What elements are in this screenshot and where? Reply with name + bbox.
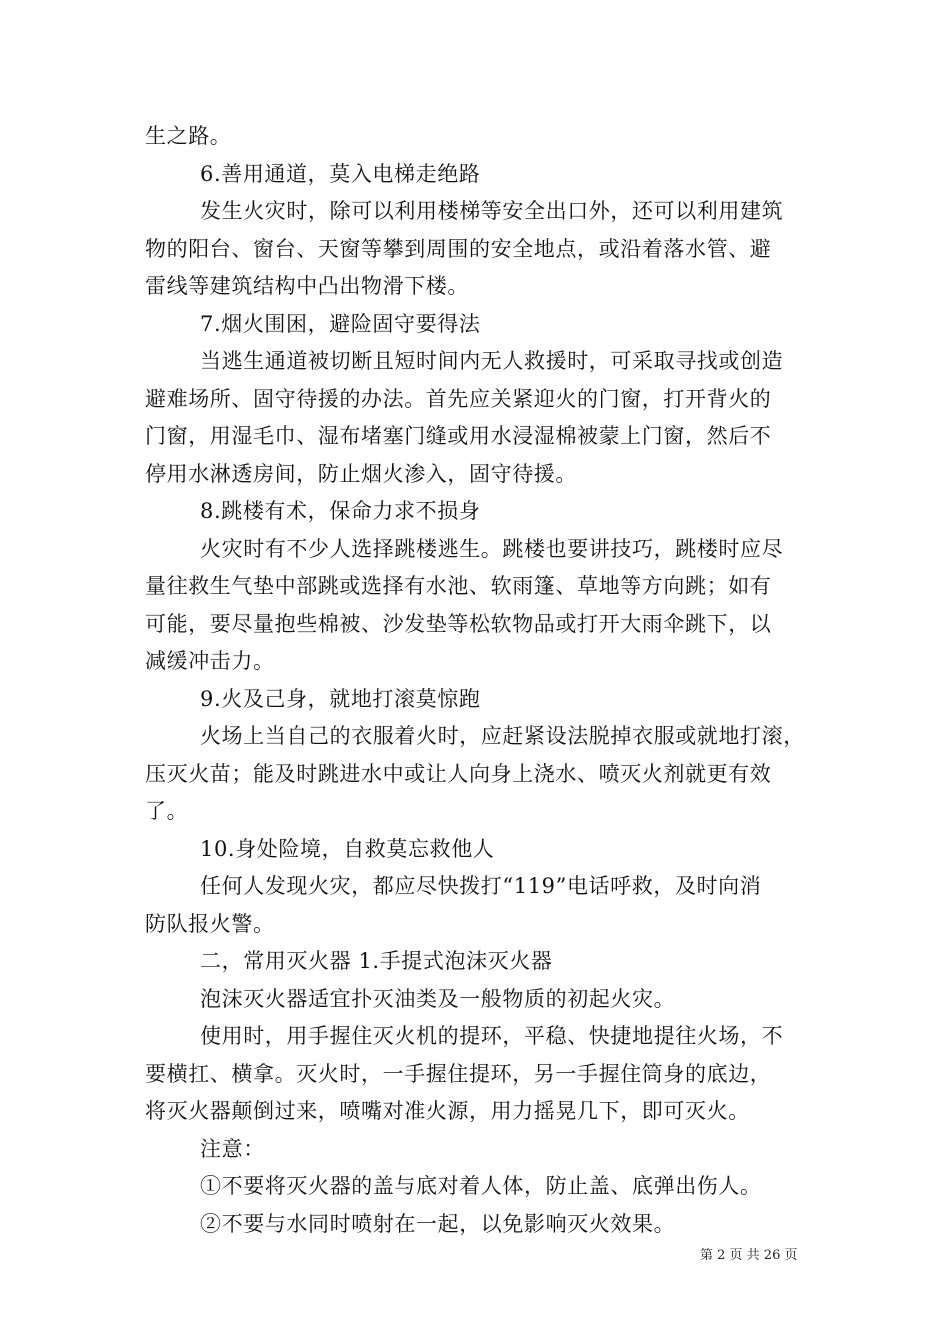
text-line: 将灭火器颠倒过来，喷嘴对准火源，用力摇晃几下，即可灭火。: [145, 1099, 750, 1123]
section-heading-extinguishers: 二，常用灭火器 1.手提式泡沫灭火器: [200, 949, 553, 973]
text-line: 停用水淋透房间，防止烟火渗入，固守待援。: [145, 461, 577, 486]
text-line: 火灾时有不少人选择跳楼逃生。跳楼也要讲技巧，跳楼时应尽: [200, 536, 784, 561]
section-heading-10: 10.身处险境，自救莫忘救他人: [200, 836, 495, 861]
note-item-2: ②不要与水同时喷射在一起，以免影响灭火效果。: [200, 1211, 676, 1236]
text-line: 减缓冲击力。: [145, 649, 275, 673]
text-line: 要横扛、横拿。灭火时，一手握住提环，另一手握住筒身的底边，: [145, 1061, 772, 1086]
text-line: 了。: [145, 799, 189, 823]
text-line: 泡沫灭火器适宜扑灭油类及一般物质的初起火灾。: [200, 986, 676, 1011]
text-line: 生之路。: [145, 124, 232, 148]
note-heading: 注意：: [200, 1136, 265, 1161]
section-heading-8: 8.跳楼有术，保命力求不损身: [200, 499, 481, 523]
section-heading-6: 6.善用通道，莫入电梯走绝路: [200, 161, 481, 186]
text-line: 门窗，用湿毛巾、湿布堵塞门缝或用水浸湿棉被蒙上门窗，然后不: [145, 424, 772, 448]
text-line: 发生火灾时，除可以利用楼梯等安全出口外，还可以利用建筑: [200, 199, 784, 223]
text-line: 避难场所、固守待援的办法。首先应关紧迎火的门窗，打开背火的: [145, 386, 772, 411]
text-line: 可能，要尽量抱些棉被、沙发垫等松软物品或打开大雨伞跳下，以: [145, 611, 772, 636]
section-heading-9: 9.火及己身，就地打滚莫惊跑: [200, 686, 481, 711]
text-line: 使用时，用手握住灭火机的提环，平稳、快捷地提往火场，不: [200, 1024, 784, 1048]
text-line: 火场上当自己的衣服着火时，应赶紧设法脱掉衣服或就地打滚，: [200, 724, 805, 748]
text-line: 防队报火警。: [145, 911, 275, 936]
page-number-footer: 第 2 页 共 26 页: [700, 1248, 798, 1263]
document-body: [145, 118, 810, 1243]
text-line: 当逃生通道被切断且短时间内无人救援时，可采取寻找或创造: [200, 349, 784, 373]
text-line: 物的阳台、窗台、天窗等攀到周围的安全地点，或沿着落水管、避: [145, 236, 772, 261]
text-line: 雷线等建筑结构中凸出物滑下楼。: [145, 274, 469, 298]
text-line: 压灭火苗；能及时跳进水中或让人向身上浇水、喷灭火剂就更有效: [145, 761, 772, 786]
section-heading-7: 7.烟火围困，避险固守要得法: [200, 311, 481, 336]
note-item-1: ①不要将灭火器的盖与底对着人体，防止盖、底弹出伤人。: [200, 1174, 762, 1198]
text-line: 量往救生气垫中部跳或选择有水池、软雨篷、草地等方向跳；如有: [145, 574, 772, 598]
text-line: 任何人发现火灾，都应尽快拨打“119”电话呼救，及时向消: [200, 874, 762, 898]
